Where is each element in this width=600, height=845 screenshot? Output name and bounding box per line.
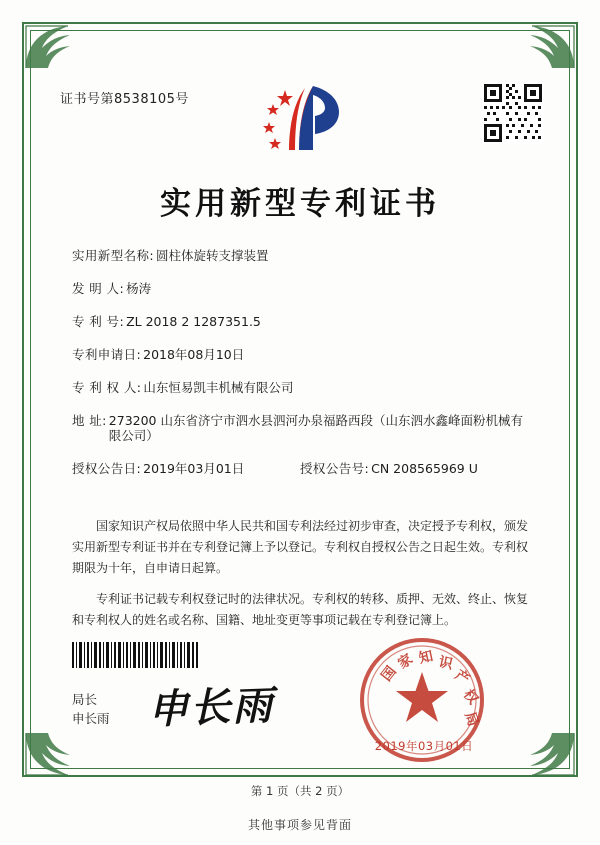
director-name-label: 申长雨 (72, 711, 110, 726)
field-value: 2019年03月01日 (143, 461, 245, 476)
field-label: 授权公告日: (72, 461, 142, 476)
field-label: 授权公告号: (300, 461, 370, 476)
field-row-address (72, 413, 528, 443)
field-row-patentee (72, 380, 528, 395)
field-value: CN 208565969 U (371, 461, 478, 476)
field-value: 杨涛 (126, 281, 152, 296)
field-value: 273200 山东省济宁市泗水县泗河办泉福路西段（山东泗水鑫峰面粉机械有限公司） (108, 413, 523, 443)
field-row-grant (72, 461, 528, 476)
handwritten-signature: 申长雨 (147, 681, 275, 734)
qr-code (482, 82, 544, 144)
field-value: 山东恒易凯丰机械有限公司 (143, 380, 294, 395)
field-value: 圆柱体旋转支撑装置 (156, 248, 269, 263)
svg-text:产: 产 (451, 667, 473, 689)
body-text (72, 516, 528, 641)
page-number: 第 1 页（共 2 页） (250, 784, 350, 798)
svg-text:识: 识 (437, 654, 455, 673)
field-row-patent-number (72, 314, 528, 329)
footnote: 其他事项参见背面 (247, 818, 352, 832)
cnipa-logo-icon (255, 82, 347, 158)
field-row-inventor (72, 281, 528, 296)
field-label: 专 利 权 人: (72, 380, 142, 395)
director-title-label: 局长 (72, 692, 98, 707)
field-grant-number (300, 461, 528, 476)
field-label: 发 明 人: (72, 281, 125, 296)
field-label: 专 利 号: (72, 314, 125, 329)
signature-labels (72, 690, 110, 728)
field-grant-date (72, 461, 300, 476)
barcode (72, 642, 198, 668)
field-value: ZL 2018 2 1287351.5 (126, 314, 261, 329)
svg-text:知: 知 (417, 648, 435, 667)
seal-date: 2019年03月01日 (374, 739, 474, 753)
svg-text:权: 权 (459, 686, 482, 708)
field-label: 专利申请日: (72, 347, 142, 362)
corner-ornament-top-left (24, 24, 86, 70)
page-title: 实用新型专利证书 (160, 186, 440, 222)
field-list (72, 248, 528, 494)
corner-ornament-top-right (514, 24, 576, 70)
svg-text:家: 家 (395, 651, 416, 673)
field-row-utility-model-name (72, 248, 528, 263)
field-row-application-date (72, 347, 528, 362)
corner-ornament-bottom-left (24, 731, 86, 777)
paragraph-2: 专利证书记载专利权登记时的法律状况。专利权的转移、质押、无效、终止、恢复和专利权人的姓名或名称、国籍、地址变更等事项记载在专利登记簿上。 (72, 592, 529, 627)
certificate-number: 证书号第8538105号 (60, 92, 189, 107)
field-value: 2018年08月10日 (143, 347, 245, 362)
svg-text:局: 局 (461, 709, 482, 729)
field-label: 地 址: (72, 413, 107, 428)
paragraph-1: 国家知识产权局依照中华人民共和国专利法经过初步审查，决定授予专利权，颁发实用新型专利证书并在专利登记簿上予以登记。专利权自授权公告之日起生效。专利权期限为十年，自申请日起算。 (72, 519, 529, 575)
corner-ornament-bottom-right (514, 731, 576, 777)
field-label: 实用新型名称: (72, 248, 155, 263)
svg-text:国: 国 (378, 663, 400, 685)
